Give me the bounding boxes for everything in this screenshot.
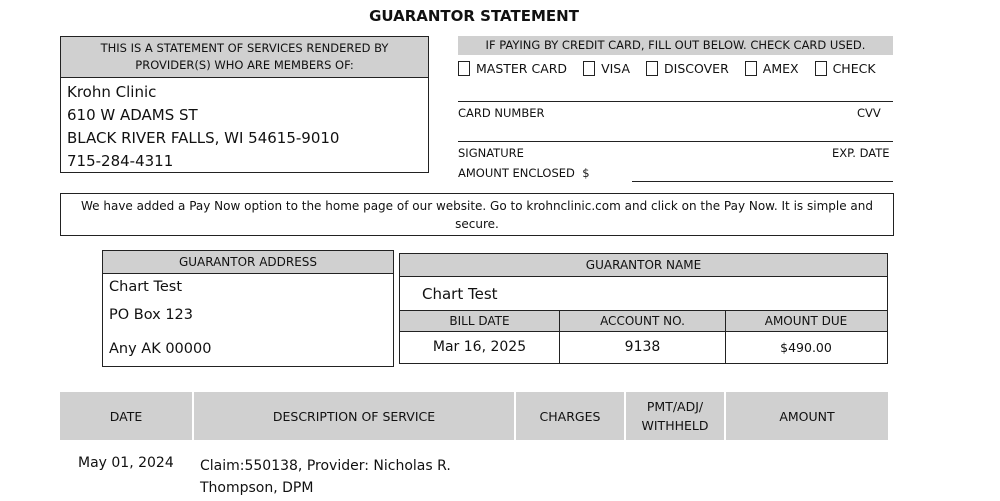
- charges-column-header: CHARGES: [516, 392, 626, 440]
- clinic-header-line2: PROVIDER(S) WHO ARE MEMBERS OF:: [135, 58, 354, 72]
- guarantor-address-line2: PO Box 123: [109, 307, 194, 323]
- card-number-label: CARD NUMBER: [458, 106, 545, 120]
- services-table-header: [60, 392, 888, 440]
- clinic-header-line1: THIS IS A STATEMENT OF SERVICES RENDERED BY: [100, 41, 389, 55]
- card-label: VISA: [601, 61, 631, 76]
- amount-enclosed-field[interactable]: [632, 160, 893, 182]
- amount-column-header: AMOUNT: [779, 408, 835, 424]
- clinic-name: Krohn Clinic: [67, 83, 157, 101]
- guarantor-address-header: GUARANTOR ADDRESS: [103, 251, 393, 274]
- divider: [458, 101, 893, 102]
- amount-underline: [632, 181, 893, 182]
- clinic-address: [67, 81, 339, 173]
- pmt-header-line2: WITHHELD: [641, 418, 709, 433]
- service-description-line1: Claim:550138, Provider: Nicholas R.: [200, 458, 451, 474]
- clinic-street: 610 W ADAMS ST: [67, 106, 198, 124]
- card-number-field[interactable]: [458, 120, 893, 142]
- clinic-info-box: [60, 36, 429, 173]
- guarantor-address-box: [102, 250, 394, 367]
- pay-now-message: We have added a Pay Now option to the home page of our website. Go to krohnclinic.com and click on the Pay Now. It is simple and secure.: [60, 193, 894, 236]
- pmt-column-header: [626, 392, 726, 440]
- guarantor-name-box: [399, 253, 888, 364]
- cvv-label: CVV: [857, 106, 881, 120]
- checkbox-icon[interactable]: [745, 61, 757, 76]
- amount-due-value: $490.00: [780, 340, 832, 355]
- card-option-visa[interactable]: [583, 61, 630, 76]
- dollar-sign: $: [582, 166, 590, 180]
- card-type-options: [458, 61, 892, 76]
- service-description: [200, 455, 451, 499]
- guarantor-name-value: Chart Test: [422, 285, 498, 303]
- checkbox-icon[interactable]: [646, 61, 658, 76]
- date-column-header: DATE: [60, 392, 194, 440]
- pmt-header-line1: PMT/ADJ/: [646, 399, 704, 414]
- card-label: AMEX: [762, 61, 799, 76]
- guarantor-name-header: GUARANTOR NAME: [400, 254, 887, 277]
- amount-due-header: AMOUNT DUE: [764, 314, 848, 328]
- service-date: May 01, 2024: [78, 455, 174, 471]
- exp-date-label: EXP. DATE: [832, 146, 890, 160]
- account-no-value: 9138: [560, 332, 726, 363]
- service-description-line2: Thompson, DPM: [200, 480, 314, 496]
- guarantor-address-line3: Any AK 00000: [109, 341, 212, 357]
- bill-date-value: Mar 16, 2025: [400, 332, 560, 363]
- clinic-city: BLACK RIVER FALLS, WI 54615-9010: [67, 129, 340, 147]
- card-option-mastercard[interactable]: [458, 61, 567, 76]
- statement-title: GUARANTOR STATEMENT: [369, 7, 579, 25]
- checkbox-icon[interactable]: [815, 61, 827, 76]
- card-option-check[interactable]: [815, 61, 876, 76]
- clinic-phone: 715-284-4311: [67, 152, 174, 170]
- clinic-header: [61, 37, 428, 78]
- description-column-header: DESCRIPTION OF SERVICE: [194, 392, 516, 440]
- account-no-header: ACCOUNT NO.: [560, 311, 726, 331]
- payment-header: IF PAYING BY CREDIT CARD, FILL OUT BELOW. CHECK CARD USED.: [458, 36, 893, 55]
- card-label: MASTER CARD: [476, 61, 568, 76]
- divider: [458, 141, 893, 142]
- card-option-amex[interactable]: [745, 61, 799, 76]
- account-header-row: [400, 310, 887, 332]
- amount-enclosed-label: [458, 166, 590, 180]
- bill-date-header: BILL DATE: [400, 311, 560, 331]
- signature-label: SIGNATURE: [458, 146, 524, 160]
- amount-enclosed-text: AMOUNT ENCLOSED: [458, 166, 575, 180]
- checkbox-icon[interactable]: [583, 61, 595, 76]
- card-option-discover[interactable]: [646, 61, 729, 76]
- card-label: CHECK: [832, 61, 876, 76]
- guarantor-address-line1: Chart Test: [109, 279, 183, 295]
- checkbox-icon[interactable]: [458, 61, 470, 76]
- account-value-row: [400, 332, 887, 363]
- card-label: DISCOVER: [664, 61, 729, 76]
